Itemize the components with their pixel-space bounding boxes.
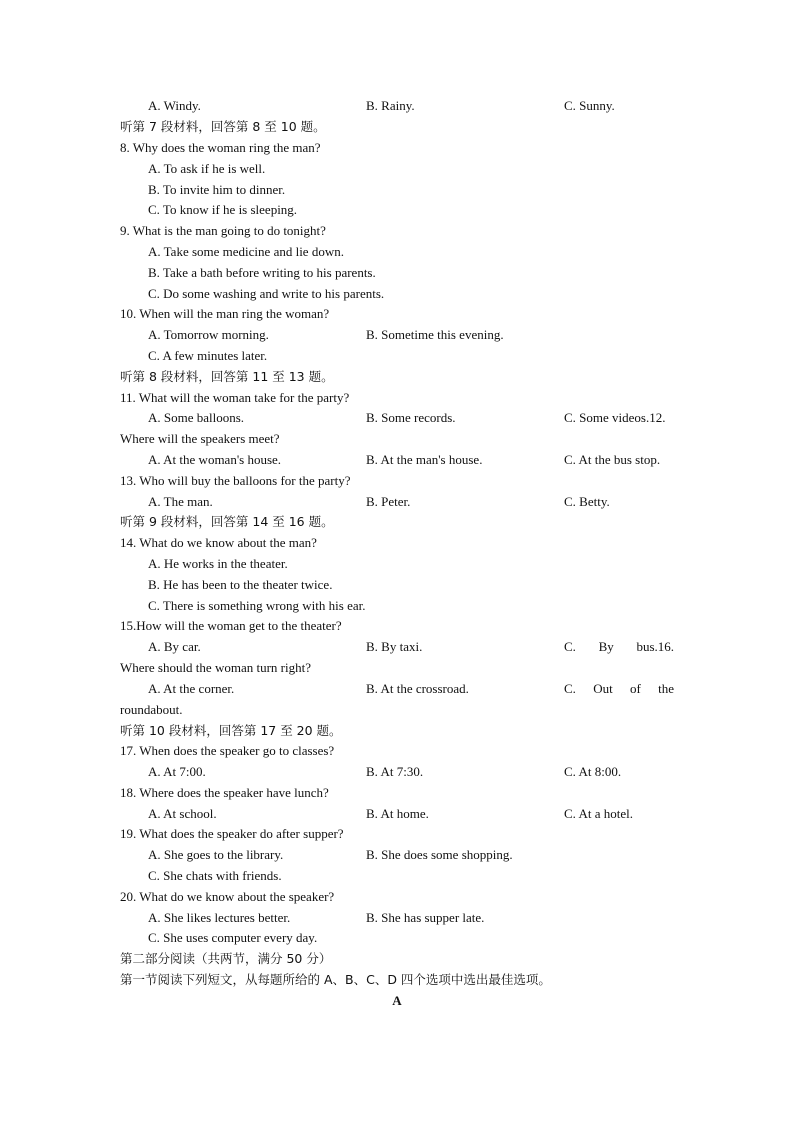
passage-label: A bbox=[392, 993, 402, 1008]
q16-option-a: A. At the corner. bbox=[148, 681, 235, 696]
q19-option-c: C. She chats with friends. bbox=[148, 868, 282, 883]
q16-option-c-letter: C. bbox=[564, 681, 576, 696]
q9-option-a: A. Take some medicine and lie down. bbox=[148, 244, 344, 259]
section-8-instruction: 听第 8 段材料，回答第 11 至 13 题。 bbox=[120, 369, 334, 384]
q12-option-b: B. At the man's house. bbox=[366, 452, 483, 467]
q16-option-b: B. At the crossroad. bbox=[366, 681, 469, 696]
section-10-instruction: 听第 10 段材料，回答第 17 至 20 题。 bbox=[120, 723, 342, 738]
q10-stem: 10. When will the man ring the woman? bbox=[120, 306, 330, 321]
q11-option-c: C. Some videos.12. bbox=[564, 410, 666, 425]
q20-option-a: A. She likes lectures better. bbox=[148, 910, 291, 925]
q9-stem: 9. What is the man going to do tonight? bbox=[120, 223, 326, 238]
q17-stem: 17. When does the speaker go to classes? bbox=[120, 743, 335, 758]
q16-option-c bbox=[564, 681, 674, 697]
q16-option-c-word: of bbox=[629, 681, 641, 696]
q13-stem: 13. Who will buy the balloons for the party? bbox=[120, 473, 351, 488]
q16-option-c-continuation: roundabout. bbox=[120, 702, 183, 717]
q19-option-b: B. She does some shopping. bbox=[366, 847, 513, 862]
q15-stem: 15.How will the woman get to the theater? bbox=[120, 618, 342, 633]
q18-option-b: B. At home. bbox=[366, 806, 429, 821]
part2-instruction: 第一节阅读下列短文，从每题所给的 A、B、C、D 四个选项中选出最佳选项。 bbox=[120, 972, 551, 987]
q10-option-a: A. Tomorrow morning. bbox=[148, 327, 269, 342]
q16-option-c-word: Out bbox=[593, 681, 613, 696]
q8-stem: 8. Why does the woman ring the man? bbox=[120, 140, 321, 155]
q8-option-a: A. To ask if he is well. bbox=[148, 161, 266, 176]
q15-option-c-letter: C. bbox=[564, 639, 576, 654]
q12-option-c: C. At the bus stop. bbox=[564, 452, 661, 467]
q18-stem: 18. Where does the speaker have lunch? bbox=[120, 785, 329, 800]
q20-option-b: B. She has supper late. bbox=[366, 910, 485, 925]
q15-option-c-word: By bbox=[598, 639, 614, 654]
q18-option-a: A. At school. bbox=[148, 806, 217, 821]
section-7-instruction: 听第 7 段材料，回答第 8 至 10 题。 bbox=[120, 119, 326, 134]
q20-option-c: C. She uses computer every day. bbox=[148, 930, 318, 945]
q19-option-a: A. She goes to the library. bbox=[148, 847, 284, 862]
q14-option-b: B. He has been to the theater twice. bbox=[148, 577, 333, 592]
q13-option-c: C. Betty. bbox=[564, 494, 610, 509]
q10-option-c: C. A few minutes later. bbox=[148, 348, 268, 363]
q16-stem: Where should the woman turn right? bbox=[120, 660, 311, 675]
q8-option-c: C. To know if he is sleeping. bbox=[148, 202, 298, 217]
q11-option-b: B. Some records. bbox=[366, 410, 456, 425]
q19-stem: 19. What does the speaker do after supper? bbox=[120, 826, 344, 841]
q15-option-c bbox=[564, 639, 674, 655]
q20-stem: 20. What do we know about the speaker? bbox=[120, 889, 335, 904]
part2-title: 第二部分阅读（共两节，满分 50 分） bbox=[120, 951, 332, 966]
q14-stem: 14. What do we know about the man? bbox=[120, 535, 317, 550]
q12-option-a: A. At the woman's house. bbox=[148, 452, 282, 467]
q15-option-a: A. By car. bbox=[148, 639, 201, 654]
q7-option-b: B. Rainy. bbox=[366, 98, 415, 113]
q8-option-b: B. To invite him to dinner. bbox=[148, 182, 286, 197]
q15-option-b: B. By taxi. bbox=[366, 639, 423, 654]
q9-option-c: C. Do some washing and write to his parents. bbox=[148, 286, 385, 301]
q11-stem: 11. What will the woman take for the party? bbox=[120, 390, 350, 405]
q13-option-b: B. Peter. bbox=[366, 494, 411, 509]
q7-option-c: C. Sunny. bbox=[564, 98, 615, 113]
q9-option-b: B. Take a bath before writing to his parents. bbox=[148, 265, 376, 280]
section-9-instruction: 听第 9 段材料，回答第 14 至 16 题。 bbox=[120, 514, 334, 529]
q7-option-a: A. Windy. bbox=[148, 98, 201, 113]
q18-option-c: C. At a hotel. bbox=[564, 806, 633, 821]
q10-option-b: B. Sometime this evening. bbox=[366, 327, 504, 342]
q17-option-b: B. At 7:30. bbox=[366, 764, 424, 779]
q11-option-a: A. Some balloons. bbox=[148, 410, 245, 425]
q17-option-a: A. At 7:00. bbox=[148, 764, 206, 779]
q14-option-a: A. He works in the theater. bbox=[148, 556, 288, 571]
q12-stem: Where will the speakers meet? bbox=[120, 431, 280, 446]
q15-option-c-word: bus.16. bbox=[636, 639, 674, 654]
q14-option-c: C. There is something wrong with his ear. bbox=[148, 598, 366, 613]
q13-option-a: A. The man. bbox=[148, 494, 213, 509]
q16-option-c-word: the bbox=[658, 681, 674, 696]
q17-option-c: C. At 8:00. bbox=[564, 764, 622, 779]
